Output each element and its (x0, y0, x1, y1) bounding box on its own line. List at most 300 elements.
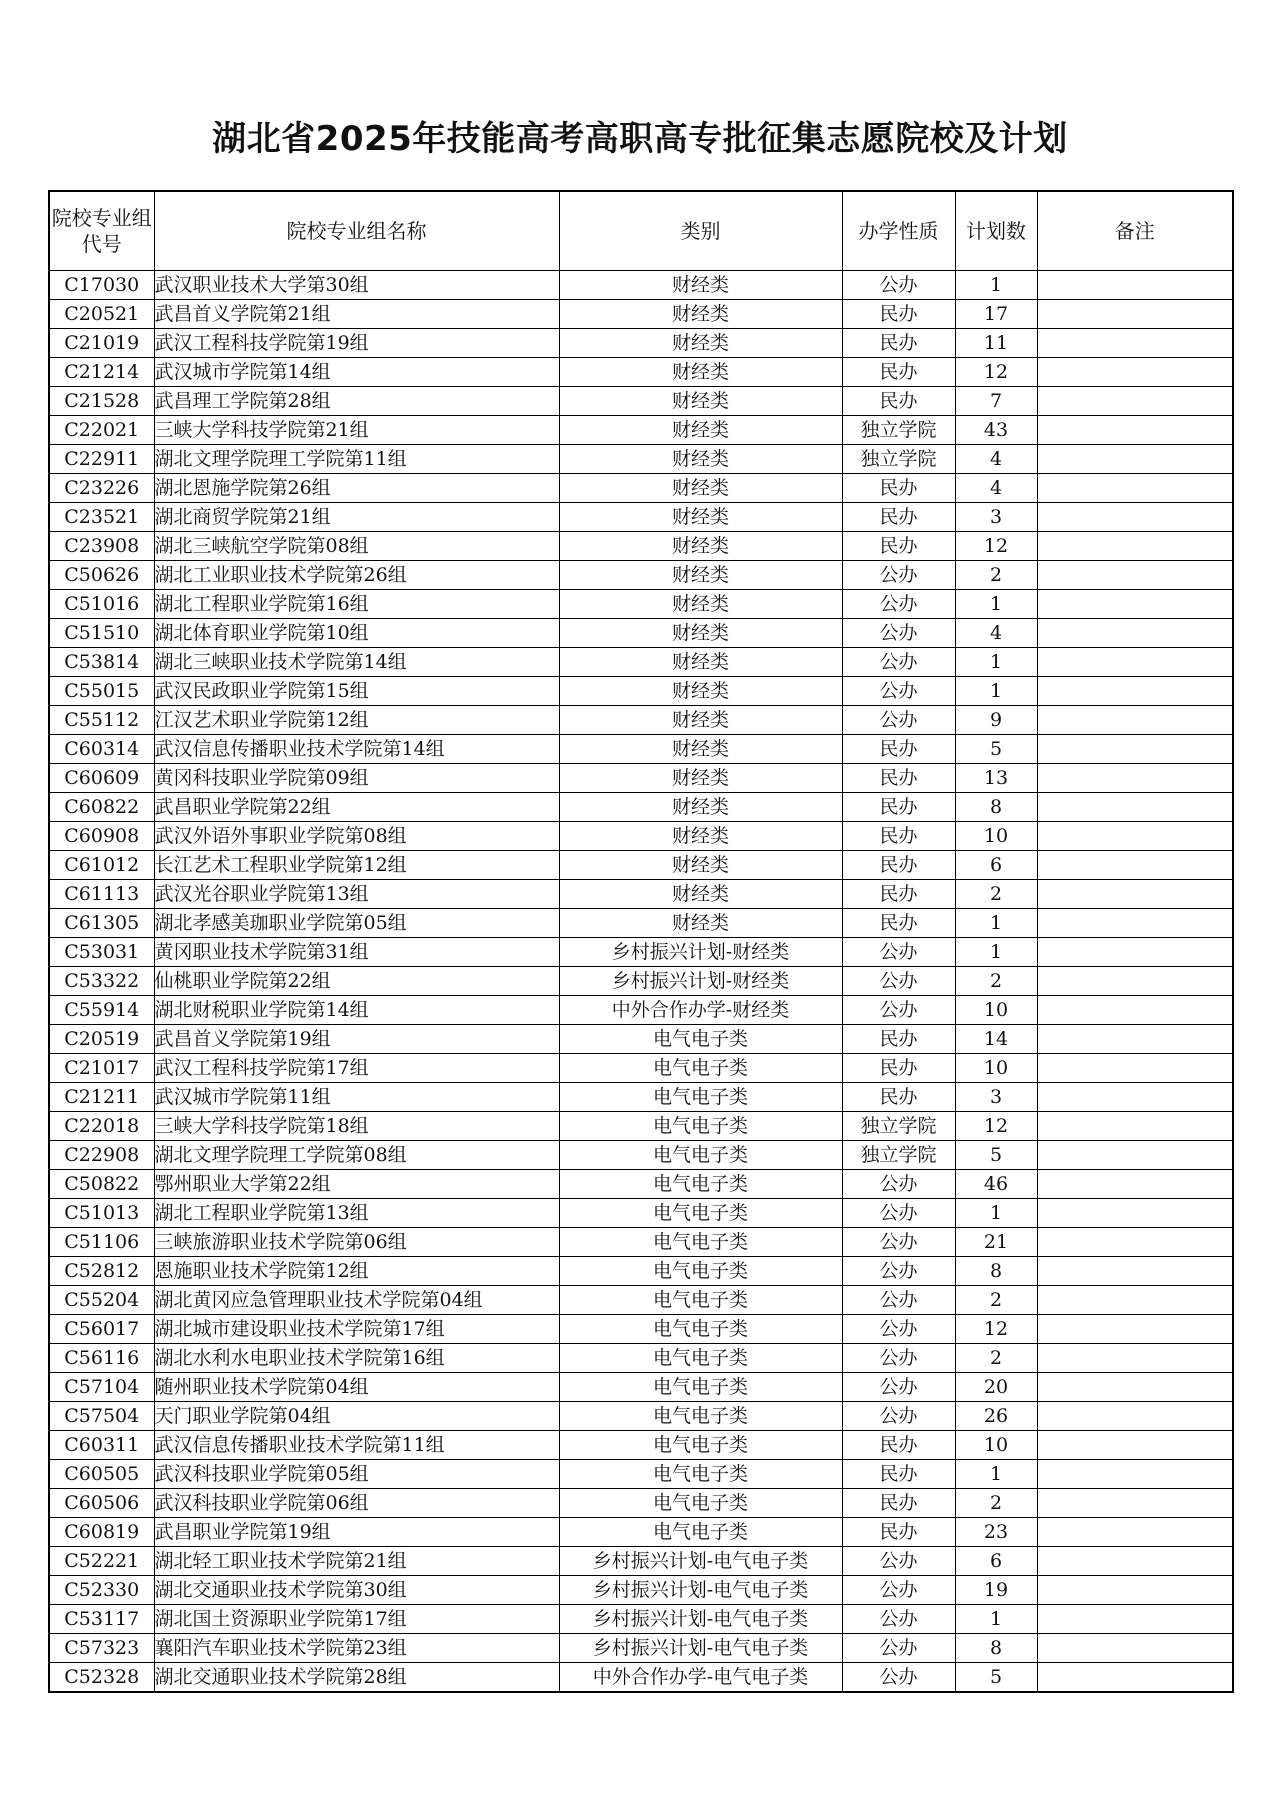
cell-code: C55204 (49, 1286, 154, 1315)
cell-category: 电气电子类 (559, 1228, 842, 1257)
cell-code: C22908 (49, 1141, 154, 1170)
cell-note (1037, 387, 1233, 416)
cell-code: C21214 (49, 358, 154, 387)
cell-note (1037, 1431, 1233, 1460)
cell-code: C53117 (49, 1605, 154, 1634)
cell-count: 3 (955, 503, 1037, 532)
cell-category: 财经类 (559, 880, 842, 909)
cell-code: C60506 (49, 1489, 154, 1518)
header-category: 类别 (559, 191, 842, 271)
cell-note (1037, 532, 1233, 561)
cell-note (1037, 1025, 1233, 1054)
cell-name: 武汉光谷职业学院第13组 (154, 880, 559, 909)
cell-category: 电气电子类 (559, 1344, 842, 1373)
cell-category: 财经类 (559, 271, 842, 300)
cell-count: 13 (955, 764, 1037, 793)
cell-note (1037, 1054, 1233, 1083)
cell-type: 民办 (842, 822, 955, 851)
cell-code: C20519 (49, 1025, 154, 1054)
cell-type: 公办 (842, 1663, 955, 1693)
cell-note (1037, 1228, 1233, 1257)
cell-code: C52330 (49, 1576, 154, 1605)
cell-count: 46 (955, 1170, 1037, 1199)
cell-note (1037, 1460, 1233, 1489)
cell-category: 中外合作办学-财经类 (559, 996, 842, 1025)
cell-note (1037, 764, 1233, 793)
cell-count: 2 (955, 880, 1037, 909)
cell-type: 公办 (842, 1373, 955, 1402)
table-row (49, 271, 1233, 300)
table-row (49, 648, 1233, 677)
cell-name: 三峡大学科技学院第21组 (154, 416, 559, 445)
cell-type: 公办 (842, 1257, 955, 1286)
cell-count: 1 (955, 1199, 1037, 1228)
table-row (49, 851, 1233, 880)
cell-count: 21 (955, 1228, 1037, 1257)
cell-code: C55914 (49, 996, 154, 1025)
cell-type: 公办 (842, 1315, 955, 1344)
cell-category: 电气电子类 (559, 1518, 842, 1547)
table-row (49, 532, 1233, 561)
cell-code: C55015 (49, 677, 154, 706)
table-row (49, 1257, 1233, 1286)
cell-category: 电气电子类 (559, 1257, 842, 1286)
cell-type: 公办 (842, 619, 955, 648)
cell-note (1037, 590, 1233, 619)
cell-name: 武汉民政职业学院第15组 (154, 677, 559, 706)
cell-code: C60908 (49, 822, 154, 851)
cell-name: 襄阳汽车职业技术学院第23组 (154, 1634, 559, 1663)
cell-category: 财经类 (559, 619, 842, 648)
cell-code: C21017 (49, 1054, 154, 1083)
cell-name: 恩施职业技术学院第12组 (154, 1257, 559, 1286)
cell-category: 财经类 (559, 387, 842, 416)
cell-note (1037, 1518, 1233, 1547)
cell-name: 武汉工程科技学院第19组 (154, 329, 559, 358)
cell-note (1037, 1547, 1233, 1576)
cell-count: 23 (955, 1518, 1037, 1547)
cell-category: 财经类 (559, 445, 842, 474)
cell-category: 乡村振兴计划-电气电子类 (559, 1634, 842, 1663)
cell-name: 武汉信息传播职业技术学院第11组 (154, 1431, 559, 1460)
cell-type: 公办 (842, 938, 955, 967)
cell-category: 电气电子类 (559, 1112, 842, 1141)
cell-name: 武汉外语外事职业学院第08组 (154, 822, 559, 851)
cell-name: 湖北城市建设职业技术学院第17组 (154, 1315, 559, 1344)
cell-type: 公办 (842, 1170, 955, 1199)
cell-code: C51013 (49, 1199, 154, 1228)
cell-type: 独立学院 (842, 1141, 955, 1170)
cell-count: 5 (955, 1141, 1037, 1170)
cell-type: 独立学院 (842, 416, 955, 445)
cell-category: 电气电子类 (559, 1199, 842, 1228)
table-row (49, 329, 1233, 358)
cell-count: 4 (955, 619, 1037, 648)
cell-name: 湖北工业职业技术学院第26组 (154, 561, 559, 590)
cell-code: C61305 (49, 909, 154, 938)
cell-note (1037, 1112, 1233, 1141)
cell-type: 民办 (842, 532, 955, 561)
table-row (49, 590, 1233, 619)
cell-category: 电气电子类 (559, 1431, 842, 1460)
cell-note (1037, 445, 1233, 474)
cell-type: 民办 (842, 764, 955, 793)
cell-name: 湖北交通职业技术学院第28组 (154, 1663, 559, 1693)
cell-count: 11 (955, 329, 1037, 358)
cell-count: 10 (955, 996, 1037, 1025)
cell-code: C23908 (49, 532, 154, 561)
cell-note (1037, 1083, 1233, 1112)
cell-type: 公办 (842, 996, 955, 1025)
cell-code: C60505 (49, 1460, 154, 1489)
table-row (49, 909, 1233, 938)
cell-note (1037, 619, 1233, 648)
cell-type: 公办 (842, 1634, 955, 1663)
cell-count: 10 (955, 1431, 1037, 1460)
cell-category: 财经类 (559, 764, 842, 793)
cell-code: C53031 (49, 938, 154, 967)
cell-name: 武汉城市学院第14组 (154, 358, 559, 387)
cell-category: 乡村振兴计划-财经类 (559, 938, 842, 967)
cell-code: C56017 (49, 1315, 154, 1344)
table-row (49, 764, 1233, 793)
cell-category: 财经类 (559, 677, 842, 706)
cell-note (1037, 1634, 1233, 1663)
cell-note (1037, 851, 1233, 880)
cell-note (1037, 1315, 1233, 1344)
cell-note (1037, 1141, 1233, 1170)
table-row (49, 967, 1233, 996)
cell-name: 武汉科技职业学院第06组 (154, 1489, 559, 1518)
cell-name: 湖北商贸学院第21组 (154, 503, 559, 532)
cell-type: 民办 (842, 329, 955, 358)
table-row (49, 822, 1233, 851)
cell-code: C21528 (49, 387, 154, 416)
cell-name: 湖北财税职业学院第14组 (154, 996, 559, 1025)
cell-note (1037, 1257, 1233, 1286)
cell-note (1037, 1402, 1233, 1431)
cell-type: 公办 (842, 706, 955, 735)
cell-name: 天门职业学院第04组 (154, 1402, 559, 1431)
table-row (49, 677, 1233, 706)
cell-category: 乡村振兴计划-电气电子类 (559, 1547, 842, 1576)
cell-code: C23226 (49, 474, 154, 503)
cell-name: 湖北黄冈应急管理职业技术学院第04组 (154, 1286, 559, 1315)
header-note: 备注 (1037, 191, 1233, 271)
cell-code: C51016 (49, 590, 154, 619)
cell-count: 4 (955, 474, 1037, 503)
cell-category: 财经类 (559, 561, 842, 590)
cell-name: 湖北工程职业学院第13组 (154, 1199, 559, 1228)
table-row (49, 1141, 1233, 1170)
cell-category: 电气电子类 (559, 1170, 842, 1199)
cell-type: 民办 (842, 1025, 955, 1054)
table-row (49, 1460, 1233, 1489)
cell-note (1037, 474, 1233, 503)
cell-count: 1 (955, 648, 1037, 677)
table-row (49, 387, 1233, 416)
cell-type: 民办 (842, 358, 955, 387)
cell-code: C21211 (49, 1083, 154, 1112)
cell-code: C53322 (49, 967, 154, 996)
table-row (49, 1344, 1233, 1373)
cell-type: 独立学院 (842, 1112, 955, 1141)
cell-category: 电气电子类 (559, 1141, 842, 1170)
cell-note (1037, 706, 1233, 735)
cell-type: 公办 (842, 1199, 955, 1228)
cell-category: 电气电子类 (559, 1025, 842, 1054)
cell-category: 财经类 (559, 300, 842, 329)
table-row (49, 1402, 1233, 1431)
cell-note (1037, 329, 1233, 358)
cell-count: 6 (955, 1547, 1037, 1576)
cell-code: C51510 (49, 619, 154, 648)
cell-code: C22018 (49, 1112, 154, 1141)
cell-count: 9 (955, 706, 1037, 735)
table-row (49, 358, 1233, 387)
table-row (49, 1083, 1233, 1112)
cell-count: 12 (955, 532, 1037, 561)
table-row (49, 1315, 1233, 1344)
cell-code: C60822 (49, 793, 154, 822)
table-row (49, 1489, 1233, 1518)
cell-name: 三峡旅游职业技术学院第06组 (154, 1228, 559, 1257)
table-row (49, 1605, 1233, 1634)
cell-category: 电气电子类 (559, 1373, 842, 1402)
cell-count: 6 (955, 851, 1037, 880)
cell-count: 2 (955, 561, 1037, 590)
cell-count: 4 (955, 445, 1037, 474)
table-row (49, 996, 1233, 1025)
cell-name: 仙桃职业学院第22组 (154, 967, 559, 996)
cell-name: 鄂州职业大学第22组 (154, 1170, 559, 1199)
cell-count: 19 (955, 1576, 1037, 1605)
cell-count: 1 (955, 909, 1037, 938)
table-row (49, 445, 1233, 474)
cell-note (1037, 677, 1233, 706)
table-row (49, 1431, 1233, 1460)
cell-name: 湖北国土资源职业学院第17组 (154, 1605, 559, 1634)
cell-type: 民办 (842, 793, 955, 822)
cell-note (1037, 735, 1233, 764)
cell-type: 公办 (842, 677, 955, 706)
cell-name: 湖北工程职业学院第16组 (154, 590, 559, 619)
table-body (49, 271, 1233, 1693)
cell-note (1037, 822, 1233, 851)
cell-count: 8 (955, 1634, 1037, 1663)
cell-code: C53814 (49, 648, 154, 677)
cell-category: 中外合作办学-电气电子类 (559, 1663, 842, 1693)
cell-count: 8 (955, 1257, 1037, 1286)
cell-note (1037, 1170, 1233, 1199)
cell-code: C60609 (49, 764, 154, 793)
cell-name: 黄冈科技职业学院第09组 (154, 764, 559, 793)
table-row (49, 416, 1233, 445)
cell-count: 8 (955, 793, 1037, 822)
cell-code: C51106 (49, 1228, 154, 1257)
cell-type: 民办 (842, 880, 955, 909)
cell-name: 武昌职业学院第22组 (154, 793, 559, 822)
table-row (49, 1576, 1233, 1605)
cell-count: 12 (955, 1112, 1037, 1141)
cell-name: 湖北交通职业技术学院第30组 (154, 1576, 559, 1605)
cell-note (1037, 503, 1233, 532)
cell-name: 湖北文理学院理工学院第08组 (154, 1141, 559, 1170)
cell-count: 5 (955, 735, 1037, 764)
cell-name: 三峡大学科技学院第18组 (154, 1112, 559, 1141)
table-row (49, 474, 1233, 503)
cell-note (1037, 358, 1233, 387)
cell-name: 长江艺术工程职业学院第12组 (154, 851, 559, 880)
cell-note (1037, 561, 1233, 590)
cell-count: 7 (955, 387, 1037, 416)
table-row (49, 1547, 1233, 1576)
table-row (49, 1286, 1233, 1315)
cell-code: C56116 (49, 1344, 154, 1373)
cell-category: 电气电子类 (559, 1054, 842, 1083)
cell-type: 民办 (842, 735, 955, 764)
cell-note (1037, 967, 1233, 996)
cell-note (1037, 271, 1233, 300)
cell-category: 乡村振兴计划-电气电子类 (559, 1605, 842, 1634)
cell-type: 民办 (842, 387, 955, 416)
cell-category: 财经类 (559, 358, 842, 387)
cell-count: 12 (955, 358, 1037, 387)
document-title: 湖北省2025年技能高考高职高专批征集志愿院校及计划 (212, 119, 1068, 159)
header-type: 办学性质 (842, 191, 955, 271)
table-row (49, 561, 1233, 590)
cell-count: 1 (955, 271, 1037, 300)
cell-type: 民办 (842, 1083, 955, 1112)
cell-type: 民办 (842, 474, 955, 503)
table-row (49, 706, 1233, 735)
cell-code: C60314 (49, 735, 154, 764)
cell-category: 财经类 (559, 822, 842, 851)
cell-name: 随州职业技术学院第04组 (154, 1373, 559, 1402)
cell-count: 20 (955, 1373, 1037, 1402)
cell-category: 财经类 (559, 329, 842, 358)
table-row (49, 793, 1233, 822)
cell-category: 财经类 (559, 706, 842, 735)
cell-category: 财经类 (559, 909, 842, 938)
cell-name: 武昌职业学院第19组 (154, 1518, 559, 1547)
cell-note (1037, 1663, 1233, 1693)
plan-table (48, 190, 1234, 1693)
cell-code: C52328 (49, 1663, 154, 1693)
cell-name: 湖北恩施学院第26组 (154, 474, 559, 503)
cell-code: C22021 (49, 416, 154, 445)
cell-name: 武昌首义学院第21组 (154, 300, 559, 329)
cell-note (1037, 880, 1233, 909)
table-row (49, 1228, 1233, 1257)
cell-count: 1 (955, 590, 1037, 619)
cell-category: 财经类 (559, 590, 842, 619)
cell-code: C20521 (49, 300, 154, 329)
cell-category: 乡村振兴计划-财经类 (559, 967, 842, 996)
table-row (49, 1199, 1233, 1228)
cell-name: 湖北三峡职业技术学院第14组 (154, 648, 559, 677)
cell-type: 公办 (842, 1605, 955, 1634)
header-count: 计划数 (955, 191, 1037, 271)
cell-note (1037, 909, 1233, 938)
cell-note (1037, 648, 1233, 677)
cell-type: 民办 (842, 1489, 955, 1518)
cell-type: 独立学院 (842, 445, 955, 474)
table-row (49, 938, 1233, 967)
cell-type: 民办 (842, 300, 955, 329)
header-name: 院校专业组名称 (154, 191, 559, 271)
cell-category: 电气电子类 (559, 1286, 842, 1315)
cell-category: 乡村振兴计划-电气电子类 (559, 1576, 842, 1605)
header-code: 院校专业组代号 (49, 191, 154, 271)
cell-category: 财经类 (559, 648, 842, 677)
cell-name: 湖北水利水电职业技术学院第16组 (154, 1344, 559, 1373)
cell-count: 3 (955, 1083, 1037, 1112)
cell-type: 民办 (842, 503, 955, 532)
table-row (49, 1634, 1233, 1663)
cell-category: 财经类 (559, 735, 842, 764)
cell-note (1037, 1286, 1233, 1315)
cell-count: 43 (955, 416, 1037, 445)
cell-category: 财经类 (559, 793, 842, 822)
cell-count: 14 (955, 1025, 1037, 1054)
cell-type: 公办 (842, 1286, 955, 1315)
cell-note (1037, 1605, 1233, 1634)
cell-count: 10 (955, 1054, 1037, 1083)
cell-type: 公办 (842, 1344, 955, 1373)
cell-note (1037, 1489, 1233, 1518)
table-row (49, 1373, 1233, 1402)
cell-code: C57104 (49, 1373, 154, 1402)
cell-count: 1 (955, 677, 1037, 706)
cell-code: C50822 (49, 1170, 154, 1199)
cell-count: 2 (955, 967, 1037, 996)
cell-category: 电气电子类 (559, 1315, 842, 1344)
cell-category: 电气电子类 (559, 1460, 842, 1489)
cell-name: 湖北轻工职业技术学院第21组 (154, 1547, 559, 1576)
cell-count: 1 (955, 1460, 1037, 1489)
cell-code: C61113 (49, 880, 154, 909)
cell-code: C57504 (49, 1402, 154, 1431)
cell-note (1037, 1199, 1233, 1228)
cell-name: 江汉艺术职业学院第12组 (154, 706, 559, 735)
cell-note (1037, 793, 1233, 822)
cell-name: 武昌理工学院第28组 (154, 387, 559, 416)
cell-code: C60819 (49, 1518, 154, 1547)
cell-code: C50626 (49, 561, 154, 590)
cell-code: C52812 (49, 1257, 154, 1286)
cell-category: 财经类 (559, 532, 842, 561)
table-row (49, 735, 1233, 764)
table-row (49, 1025, 1233, 1054)
cell-count: 17 (955, 300, 1037, 329)
cell-name: 武汉城市学院第11组 (154, 1083, 559, 1112)
table-row (49, 300, 1233, 329)
cell-type: 公办 (842, 1547, 955, 1576)
cell-code: C21019 (49, 329, 154, 358)
cell-code: C55112 (49, 706, 154, 735)
cell-type: 民办 (842, 851, 955, 880)
cell-count: 26 (955, 1402, 1037, 1431)
cell-code: C60311 (49, 1431, 154, 1460)
table-row (49, 1170, 1233, 1199)
cell-type: 民办 (842, 1460, 955, 1489)
cell-type: 公办 (842, 590, 955, 619)
cell-category: 财经类 (559, 851, 842, 880)
cell-type: 公办 (842, 271, 955, 300)
cell-category: 电气电子类 (559, 1402, 842, 1431)
cell-type: 公办 (842, 1228, 955, 1257)
